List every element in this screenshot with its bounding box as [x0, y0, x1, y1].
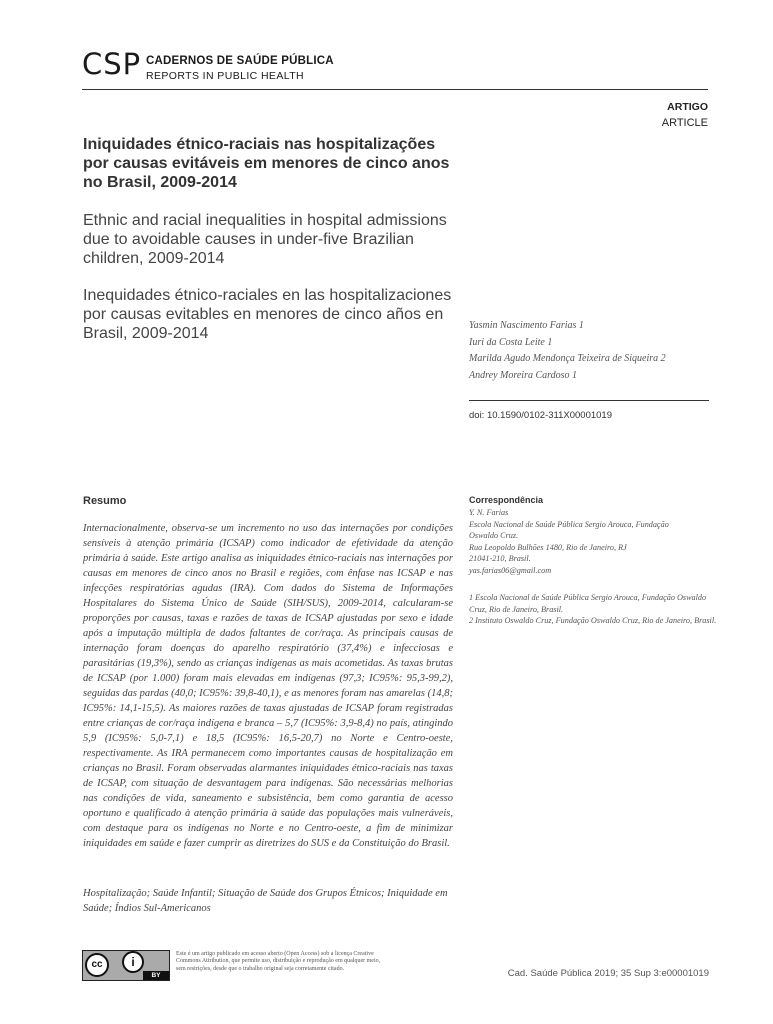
title-portuguese: Iniquidades étnico-raciais nas hospitalizações por causas evitáveis em menores de cinco anos no Brasil, 2009-2014	[83, 136, 450, 191]
journal-name-pt: CADERNOS DE SAÚDE PÚBLICA	[146, 55, 334, 67]
affiliation-item: 1 Escola Nacional de Saúde Pública Sergio Arouca, Fundação Oswaldo Cruz, Rio de Janeiro, Brasil.	[469, 593, 707, 614]
attribution-person-icon: i	[122, 951, 144, 973]
title-spanish: Inequidades étnico-raciales en las hospitalizaciones por causas evitables en menores de cinco años en Brasil, 2009-2014	[83, 287, 452, 342]
author-list	[469, 318, 729, 384]
license-text: Este é um artigo publicado em acesso aberto (Open Access) sob a licença Creative Commons Attribution, que permite uso, distribuição e reprodução em qualquer meio, sem restrições, desde que o trabalho original seja corretamente citado.	[176, 951, 381, 972]
cc-icon: cc	[85, 953, 109, 977]
cc-by-label: BY	[143, 971, 169, 980]
correspondence-line: Oswaldo Cruz.	[469, 531, 519, 541]
author-name: Yasmin Nascimento Farias 1	[469, 320, 584, 331]
author-name: Andrey Moreira Cardoso 1	[469, 369, 578, 381]
correspondence-email[interactable]: yas.farias06@gmail.com	[469, 565, 552, 575]
journal-logo: CSP	[82, 47, 142, 81]
correspondence-line: Escola Nacional de Saúde Pública Sergio Arouca, Fundação	[469, 519, 669, 529]
affiliations	[469, 592, 719, 627]
author-name: Marilda Agudo Mendonça Teixeira de Siqueira 2	[469, 353, 666, 364]
citation-footer: Cad. Saúde Pública 2019; 35 Sup 3:e00001019	[507, 968, 709, 979]
abstract-heading: Resumo	[83, 495, 127, 507]
abstract-text: Internacionalmente, observa-se um incremento no uso das internações por condições sensíveis à atenção primária (ICSAP) como indicador de efetividade da atenção primária à saúde. Este artigo analisa as iniquidades étnico-raciais nas internações por causas em menores de cinco anos no Brasil e regiões, com ênfase nas ICSAP e nas infecções respiratórias agudas (IRA). Com dados do Sistema de Informações Hospitalares do Sistema Único de Saúde (SIH/SUS), 2009-2014, calcularam-se proporções por causas, taxas e razões de taxas de ICSAP ajustadas por sexo e idade após a imputação múltipla de dados faltantes de cor/raça. As principais causas de internação foram doenças do aparelho respiratório (37,4%) e infecciosas e parasitárias (19,3%), sendo as crianças indígenas as mais acometidas. As taxas brutas de ICSAP (por 1.000) foram mais elevadas em indígenas (97,3; IC95%: 95,3-99,2), seguidas das pardas (40,0; IC95%: 39,8-40,1), e as menores foram nas amarelas (14,8; IC95%: 14,1-15,5). As maiores razões de taxas ajustadas de ICSAP foram registradas entre crianças de cor/raça indígena e branca – 5,7 (IC95%: 3,9-8,4) no país, atingindo 5,9 (IC95%: 5,0-7,1) e 18,5 (IC95%: 16,5-20,7) no Norte e Centro-oeste, respectivamente. As IRA permanecem como importantes causas de hospitalização em crianças no Brasil. Foram observadas alarmantes iniquidades étnico-raciais nas taxas de ICSAP, com situação de desvantagem para indígenas. São necessárias melhorias nas condições de vida, saneamento e subsistência, bem como garantia de acesso oportuno e qualificado à atenção primária à saúde das populações mais vulneráveis, com destaque para os indígenas no Norte e no Centro-oeste, a fim de minimizar iniquidades em saúde e fazer cumprir as diretrizes do SUS e da Constituição do Brasil.	[83, 523, 453, 849]
correspondence-block	[469, 507, 719, 577]
author-name: Iuri da Costa Leite 1	[469, 336, 553, 348]
article-type-en: ARTICLE	[661, 117, 708, 129]
correspondence-line: Y. N. Farias	[469, 508, 509, 517]
title-english: Ethnic and racial inequalities in hospital admissions due to avoidable causes in under-five Brazilian children, 2009-2014	[83, 212, 447, 267]
correspondence-line: 21041-210, Brasil.	[469, 554, 531, 564]
correspondence-heading: Correspondência	[469, 495, 544, 505]
affiliation-item: 2 Instituto Oswaldo Cruz, Fundação Oswaldo Cruz, Rio de Janeiro, Brasil.	[469, 616, 717, 626]
keywords: Hospitalização; Saúde Infantil; Situação de Saúde dos Grupos Étnicos; Iniquidade em Saúde; Índios Sul-Americanos	[83, 888, 448, 914]
header-divider	[82, 89, 708, 90]
article-type-pt: ARTIGO	[667, 101, 708, 113]
doi-divider	[469, 400, 709, 401]
correspondence-line: Rua Leopoldo Bulhões 1480, Rio de Janeiro, RJ	[469, 542, 627, 552]
doi-link[interactable]: doi: 10.1590/0102-311X00001019	[469, 410, 612, 421]
journal-name-en: REPORTS IN PUBLIC HEALTH	[146, 70, 304, 82]
